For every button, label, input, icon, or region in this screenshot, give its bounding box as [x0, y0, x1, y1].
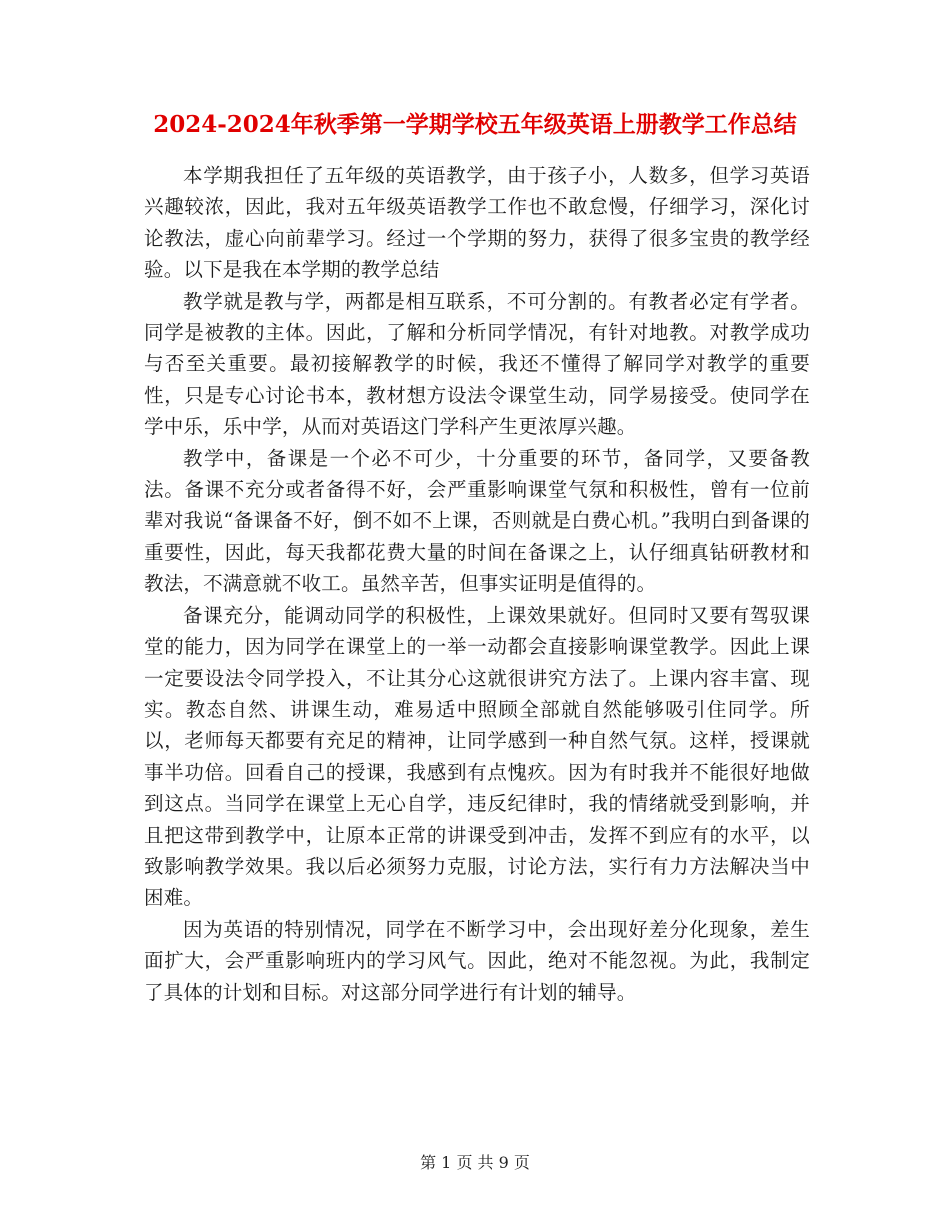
paragraph-1: 本学期我担任了五年级的英语教学，由于孩子小，人数多，但学习英语兴趣较浓，因此，我对五年级英语教学工作也不敢怠慢，仔细学习，深化讨论教法，虚心向前辈学习。经过一个学期的努力，获得了很多宝贵的教学经验。以下是我在本学期的教学总结 — [144, 164, 810, 282]
paragraph-2: 教学就是教与学，两都是相互联系，不可分割的。有教者必定有学者。同学是被教的主体。因此，了解和分析同学情况，有针对地教。对教学成功与否至关重要。最初接解教学的时候，我还不懂得了解同学对教学的重要性，只是专心讨论书本，教材想方设法令课堂生动，同学易接受。使同学在学中乐，乐中学，从而对英语这门学科产生更浓厚兴趣。 — [144, 289, 810, 439]
paragraph-5: 因为英语的特别情况，同学在不断学习中，会出现好差分化现象，差生面扩大，会严重影响班内的学习风气。因此，绝对不能忽视。为此，我制定了具体的计划和目标。对这部分同学进行有计划的辅导。 — [144, 917, 810, 1004]
document-title: 2024-2024年秋季第一学期学校五年级英语上册教学工作总结 — [153, 111, 797, 138]
paragraph-3: 教学中，备课是一个必不可少，十分重要的环节，备同学，又要备教法。备课不充分或者备得不好，会严重影响课堂气氛和积极性，曾有一位前辈对我说“备课备不好，倒不如不上课，否则就是白费心机。”我明白到备课的重要性，因此，每天我都花费大量的时间在备课之上，认仔细真钻研教材和教法，不满意就不收工。虽然辛苦，但事实证明是值得的。 — [144, 446, 810, 596]
paragraph-4: 备课充分，能调动同学的积极性，上课效果就好。但同时又要有驾驭课堂的能力，因为同学在课堂上的一举一动都会直接影响课堂教学。因此上课一定要设法令同学投入，不让其分心这就很讲究方法了。上课内容丰富、现实。教态自然、讲课生动，难易适中照顾全部就自然能够吸引住同学。所以，老师每天都要有充足的精神，让同学感到一种自然气氛。这样，授课就事半功倍。回看自己的授课，我感到有点愧疚。因为有时我并不能很好地做到这点。当同学在课堂上无心自学，违反纪律时，我的情绪就受到影响，并且把这带到教学中，让原本正常的讲课受到冲击，发挥不到应有的水平，以致影响教学效果。我以后必须努力克服，讨论方法，实行有力方法解决当中困难。 — [144, 603, 810, 910]
document-body — [144, 160, 810, 1008]
page-footer: 第 1 页 共 9 页 — [420, 1153, 530, 1172]
